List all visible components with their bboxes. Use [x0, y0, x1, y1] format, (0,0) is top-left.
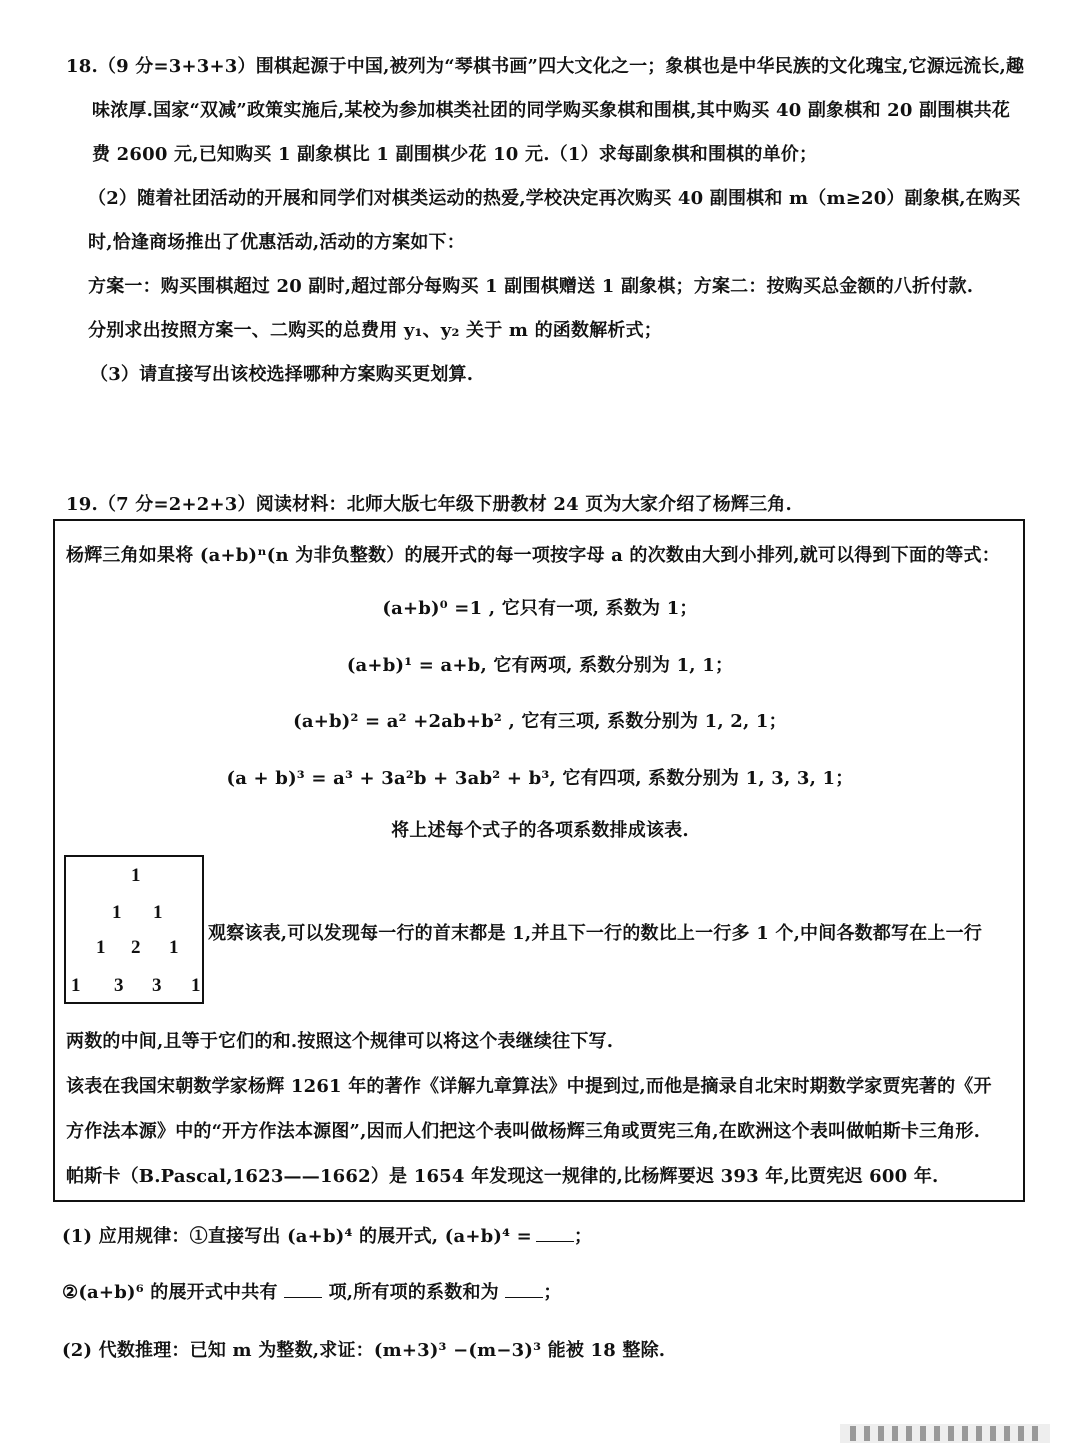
- arrange-coefficients-text: 将上述每个式子的各项系数排成该表.: [391, 820, 689, 841]
- equation-power-3: (a + b)³ = a³ + 3a²b + 3ab² + b³, 它有四项, 系数分别为 1, 3, 3, 1；: [226, 768, 854, 789]
- q19-intro: 19.（7 分=2+2+3）阅读材料：北师大版七年级下册教材 24 页为大家介绍了杨辉三角.: [66, 494, 792, 515]
- answer-blank[interactable]: [505, 1283, 543, 1298]
- q19-part1-b-end: ；: [543, 1282, 562, 1303]
- triangle-cell: 2: [131, 937, 141, 958]
- answer-blank[interactable]: [284, 1283, 322, 1298]
- history-text-1: 该表在我国宋朝数学家杨辉 1261 年的著作《详解九章算法》中提到过,而他是摘录自北宋时期数学家贾宪著的《开: [66, 1076, 992, 1097]
- q19-part2: (2) 代数推理：已知 m 为整数,求证：(m+3)³ −(m−3)³ 能被 18 整除.: [62, 1340, 666, 1361]
- q19-part1-a: [62, 1222, 592, 1248]
- history-text-3: 帕斯卡（B.Pascal,1623——1662）是 1654 年发现这一规律的,比杨辉要迟 393 年,比贾宪迟 600 年.: [66, 1166, 939, 1187]
- q19-part1-b: [62, 1278, 562, 1304]
- q19-part1-a-end: ；: [573, 1226, 593, 1247]
- q19-part1-b-text: ②(a+b)⁶ 的展开式中共有: [62, 1282, 278, 1303]
- triangle-cell: 1: [191, 975, 201, 996]
- q19-part1-a-text: (1) 应用规律：①直接写出 (a+b)⁴ 的展开式, (a+b)⁴ =: [62, 1226, 532, 1247]
- triangle-cell: 1: [131, 865, 141, 886]
- triangle-cell: 1: [71, 975, 81, 996]
- q18-line-7: 分别求出按照方案一、二购买的总费用 y₁、y₂ 关于 m 的函数解析式；: [88, 320, 662, 341]
- observe-text-1: 观察该表,可以发现每一行的首末都是 1,并且下一行的数比上一行多 1 个,中间各数都写在上一行: [208, 923, 983, 944]
- triangle-cell: 1: [112, 902, 122, 923]
- equation-power-1: (a+b)¹ = a+b, 它有两项, 系数分别为 1, 1；: [346, 655, 734, 676]
- triangle-cell: 1: [96, 937, 106, 958]
- box-lead-text: 杨辉三角如果将 (a+b)ⁿ(n 为非负整数）的展开式的每一项按字母 a 的次数由大到小排列,就可以得到下面的等式：: [66, 545, 1000, 566]
- equation-power-0: (a+b)⁰ =1 , 它只有一项, 系数为 1；: [382, 598, 698, 619]
- equation-power-2: (a+b)² = a² +2ab+b² , 它有三项, 系数分别为 1, 2, 1；: [293, 711, 787, 732]
- q18-line-1: 18.（9 分=3+3+3）围棋起源于中国,被列为“琴棋书画”四大文化之一；象棋也是中华民族的文化瑰宝,它源远流长,趣: [66, 56, 1025, 77]
- triangle-cell: 1: [153, 902, 163, 923]
- history-text-2: 方作法本源》中的“开方作法本源图”,因而人们把这个表叫做杨辉三角或贾宪三角,在欧洲这个表叫做帕斯卡三角形.: [66, 1121, 981, 1142]
- q18-line-4: （2）随着社团活动的开展和同学们对棋类运动的热爱,学校决定再次购买 40 副围棋和 m（m≥20）副象棋,在购买: [88, 188, 1021, 209]
- q18-line-3: 费 2600 元,已知购买 1 副象棋比 1 副围棋少花 10 元.（1）求每副象棋和围棋的单价；: [92, 144, 818, 165]
- answer-blank[interactable]: [536, 1227, 574, 1242]
- triangle-cell: 3: [152, 975, 162, 996]
- q19-part1-b-mid: 项,所有项的系数和为: [328, 1282, 499, 1303]
- observe-text-2: 两数的中间,且等于它们的和.按照这个规律可以将这个表继续往下写.: [66, 1031, 614, 1052]
- q18-line-8: （3）请直接写出该校选择哪种方案购买更划算.: [90, 364, 474, 385]
- triangle-cell: 3: [114, 975, 124, 996]
- q18-line-6: 方案一：购买围棋超过 20 副时,超过部分每购买 1 副围棋赠送 1 副象棋；方案二：按购买总金额的八折付款.: [88, 276, 974, 297]
- pascal-triangle-table: [64, 855, 204, 1004]
- q18-line-5: 时,恰逢商场推出了优惠活动,活动的方案如下：: [88, 232, 465, 253]
- q18-line-2: 味浓厚.国家“双减”政策实施后,某校为参加棋类社团的同学购买象棋和围棋,其中购买 40 副象棋和 20 副围棋共花: [92, 100, 1011, 121]
- triangle-cell: 1: [169, 937, 179, 958]
- watermark-bar: [840, 1424, 1050, 1443]
